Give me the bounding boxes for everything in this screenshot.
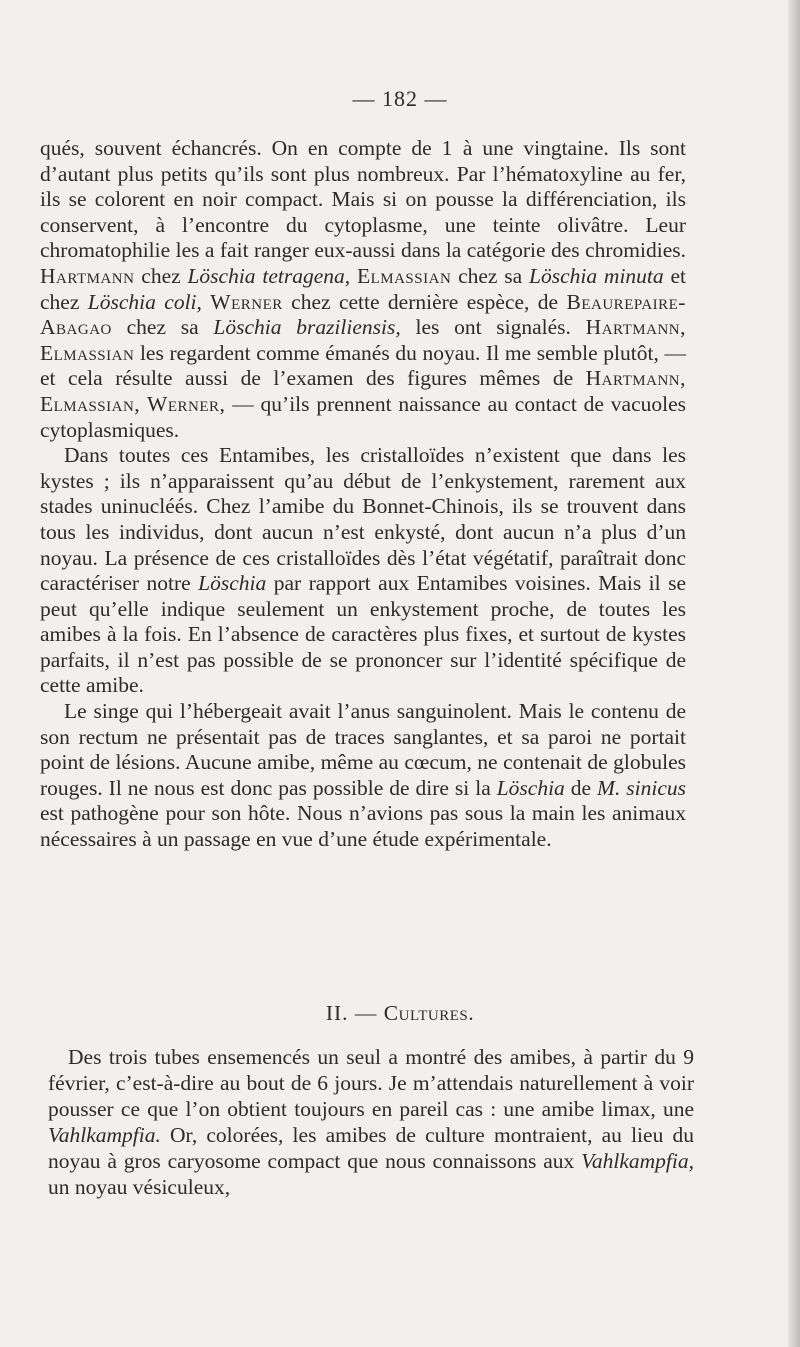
- paragraph-p3: [40, 699, 686, 853]
- text-run: Des trois tubes ensemencés un seul a montré des amibes, à partir du 9 février, c’est-à-dire au bout de 6 jours. Je m’attendais naturellement à voir pousser ce que l’on obtient toujours en pareil cas : une amibe limax, une: [48, 1045, 694, 1121]
- text-run: [140, 392, 147, 416]
- paragraph-p4: [48, 1044, 694, 1200]
- text-run: les ont signalés.: [400, 315, 586, 340]
- section-heading: [0, 1001, 800, 1026]
- text-run: Or, colorées, les amibes de culture montraient, au lieu du noyau à gros caryosome compact que nous connaissons aux: [48, 1123, 694, 1173]
- text-run: Elmassian: [40, 340, 135, 365]
- text-run: Le singe qui l’hébergeait avait l’anus sanguinolent. Mais le contenu de son rectum ne présentait pas de traces sanglantes, et sa paroi ne portait point de lésions. Aucune amibe, même au cœcum, ne contenait de globules rouges. Il ne nous est donc pas possible de dire si la: [40, 699, 686, 800]
- text-run: Vahlkampfia,: [581, 1149, 694, 1173]
- text-run: à une vingtaine. Ils sont d’autant plus petits qu’ils sont plus nombreux. Par l’hématoxyline au fer, ils se colorent en noir compact. Mais si on pousse la différenciation, ils conservent, à l’encontre du cytoplasme, une teinte olivâtre. Leur chromatophilie les a fait ranger eux-aussi dans la catégorie des chromidies.: [40, 136, 686, 263]
- text-run: est pathogène pour son hôte. Nous n’avions pas sous la main les animaux nécessaires à un passage en vue d’une étude expérimentale.: [40, 801, 686, 852]
- text-run: — qu’ils prennent naissance au contact de vacuoles cytoplasmiques.: [40, 391, 687, 442]
- text-run: Hartmann,: [585, 366, 686, 391]
- text-run: Löschia minuta: [529, 263, 664, 288]
- text-run: par rapport aux Entamibes voisines. Mais il se peut qu’elle indique seulement un enkystement proche, de toutes les amibes à la fois. En l’absence de caractères plus fixes, et surtout de kystes parfaits, il n’est pas possible de se prononcer sur l’identité spécifique de cette amibe.: [40, 571, 686, 698]
- text-run: 1: [441, 136, 453, 160]
- text-run: Hartmann,: [585, 315, 687, 340]
- text-run: Beaurepaire-Abagao: [40, 289, 686, 340]
- text-run: Elmassian: [356, 263, 452, 288]
- section-heading-prefix: II. —: [325, 1001, 384, 1025]
- text-run: chez sa: [111, 315, 214, 340]
- text-run: Löschia: [198, 571, 267, 596]
- text-run: de: [564, 775, 598, 800]
- text-run: Werner: [210, 289, 283, 314]
- text-run: Elmassian,: [40, 391, 141, 416]
- page-number: — 182 —: [352, 86, 448, 111]
- text-run: chez cette dernière espèce, de: [282, 289, 567, 314]
- text-run: Löschia coli,: [87, 289, 202, 314]
- text-run: Werner,: [147, 391, 226, 416]
- text-run: Löschia: [496, 775, 565, 800]
- text-run: chez: [134, 263, 188, 288]
- page-edge-shadow: [788, 0, 800, 1347]
- text-run: et chez: [40, 263, 686, 314]
- body-text: [40, 136, 686, 853]
- text-run: les regardent comme émanés du noyau. Il me semble plutôt, — et cela résulte aussi de l’examen des figures mêmes de: [40, 340, 686, 391]
- text-run: Löschia tetragena,: [187, 263, 351, 288]
- text-run: Löschia braziliensis,: [213, 315, 401, 340]
- text-run: qués, souvent échancrés. On en compte de: [40, 136, 442, 160]
- paragraph-p2: [40, 443, 686, 699]
- text-run: Vahlkampfia.: [48, 1123, 161, 1147]
- text-run: M. sinicus: [597, 775, 687, 800]
- section-heading-title: Cultures.: [383, 1001, 475, 1025]
- text-run: Dans toutes ces Entamibes, les cristalloïdes n’existent que dans les kystes ; ils n’apparaissent qu’au début de l’enkystement, rarement aux stades uninucléés. Chez l’amibe du Bonnet-Chinois, ils se trouvent dans tous les individus, dont aucun n’est enkysté, dont aucun n’a plus d’un noyau. La présence de ces cristalloïdes dès l’état végétatif, paraîtrait donc caractériser notre: [40, 443, 686, 596]
- text-run: Hartmann: [40, 263, 135, 288]
- paragraph-p1: [40, 136, 686, 443]
- text-run: [350, 264, 357, 288]
- text-run: chez sa: [451, 263, 530, 288]
- text-run: un noyau vésiculeux,: [48, 1175, 231, 1199]
- body-text-cultures: [48, 1044, 694, 1200]
